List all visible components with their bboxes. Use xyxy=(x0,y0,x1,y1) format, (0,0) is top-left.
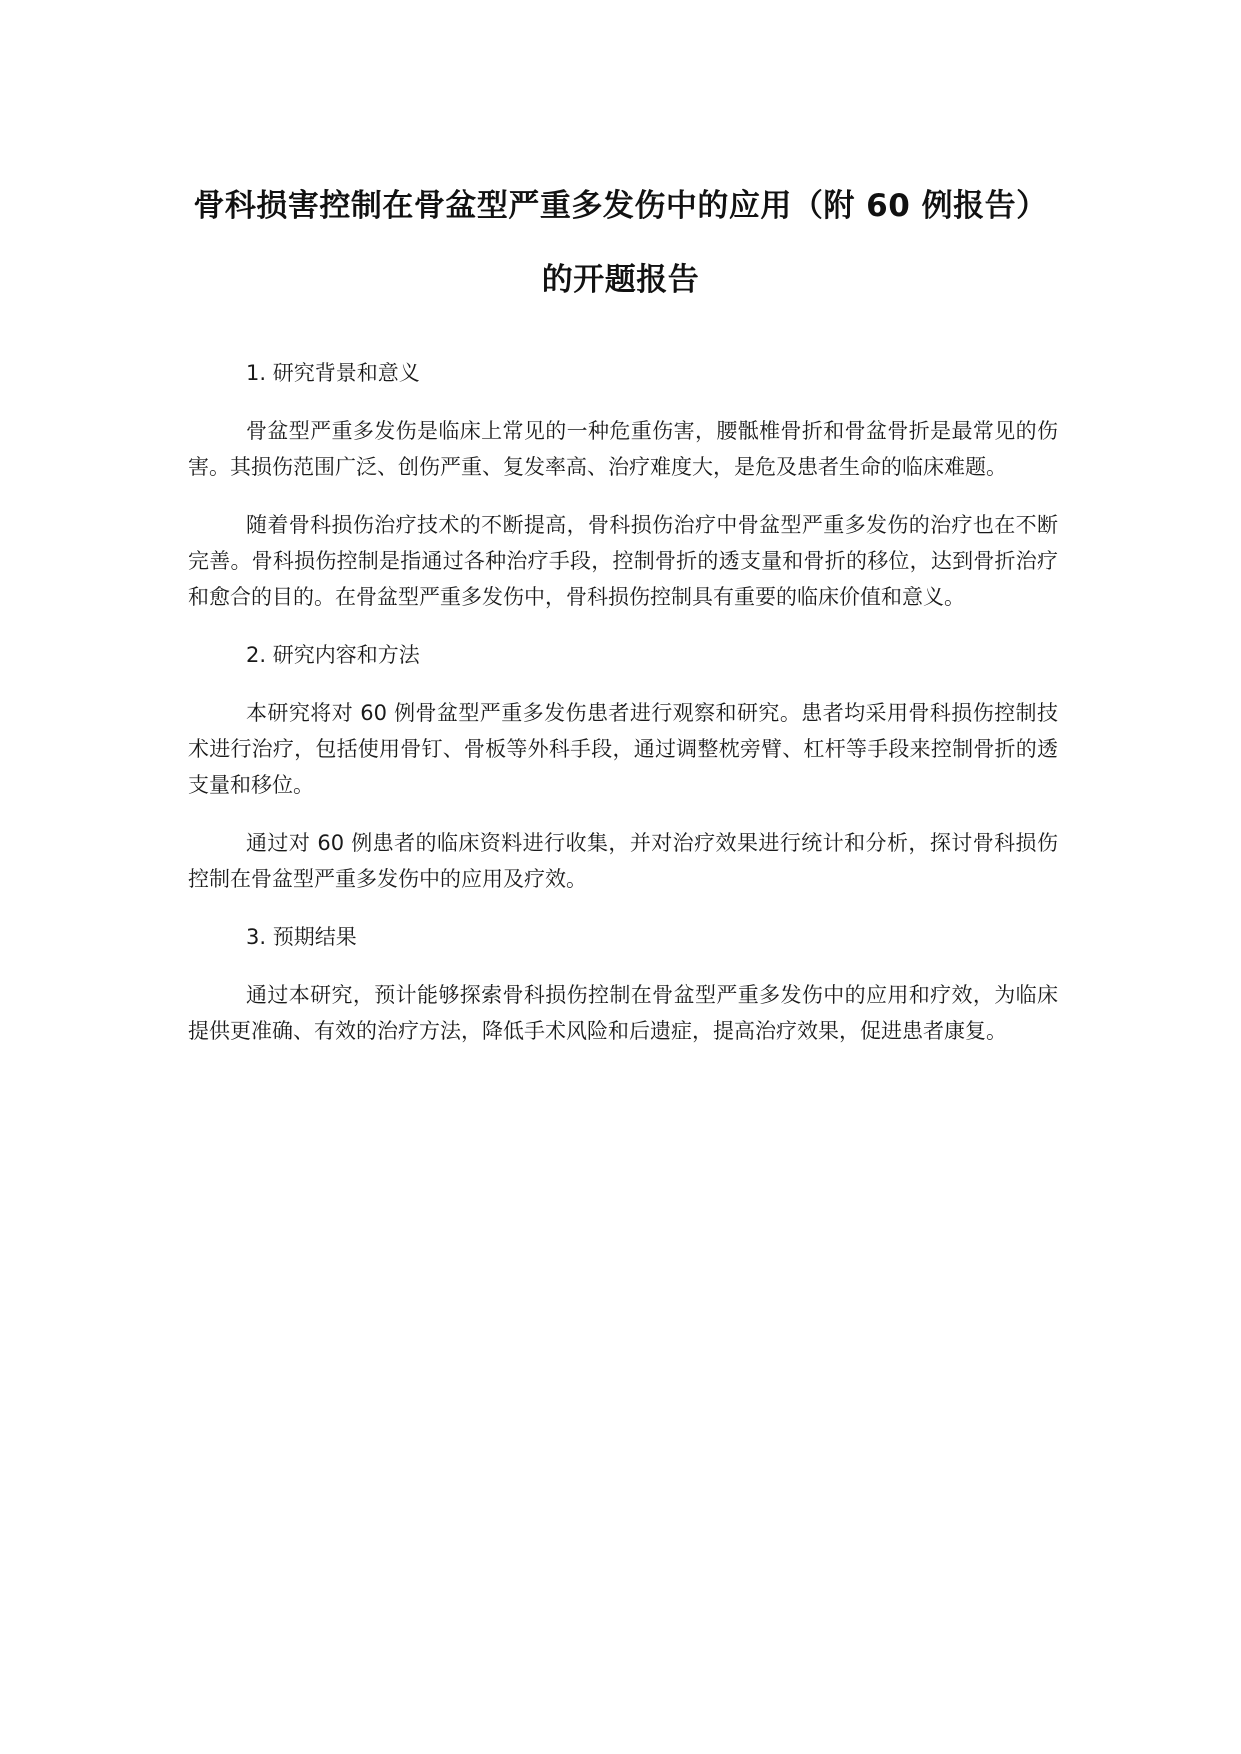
body-paragraph: 通过本研究，预计能够探索骨科损伤控制在骨盆型严重多发伤中的应用和疗效，为临床提供更准确、有效的治疗方法，降低手术风险和后遗症，提高治疗效果，促进患者康复。 xyxy=(188,983,1058,1043)
document-title-line-2: 的开题报告 xyxy=(541,262,700,298)
body-paragraph: 骨盆型严重多发伤是临床上常见的一种危重伤害，腰骶椎骨折和骨盆骨折是最常见的伤害。其损伤范围广泛、创伤严重、复发率高、治疗难度大，是危及患者生命的临床难题。 xyxy=(188,419,1058,479)
body-paragraph: 本研究将对 60 例骨盆型严重多发伤患者进行观察和研究。患者均采用骨科损伤控制技术进行治疗，包括使用骨钉、骨板等外科手段，通过调整枕旁臂、杠杆等手段来控制骨折的透支量和移位。 xyxy=(188,701,1058,797)
body-paragraph: 随着骨科损伤治疗技术的不断提高，骨科损伤治疗中骨盆型严重多发伤的治疗也在不断完善。骨科损伤控制是指通过各种治疗手段，控制骨折的透支量和骨折的移位，达到骨折治疗和愈合的目的。在骨盆型严重多发伤中，骨科损伤控制具有重要的临床价值和意义。 xyxy=(188,513,1058,609)
section-expected-results xyxy=(188,919,1058,1049)
document-body xyxy=(188,355,1058,1071)
document-title-line-1: 骨科损害控制在骨盆型严重多发伤中的应用（附 60 例报告） xyxy=(193,188,1048,224)
section-heading: 2. 研究内容和方法 xyxy=(246,643,420,667)
section-content-methods xyxy=(188,637,1058,897)
section-heading: 1. 研究背景和意义 xyxy=(246,361,420,385)
body-paragraph: 通过对 60 例患者的临床资料进行收集，并对治疗效果进行统计和分析，探讨骨科损伤控制在骨盆型严重多发伤中的应用及疗效。 xyxy=(188,831,1058,891)
section-heading: 3. 预期结果 xyxy=(246,925,357,949)
section-background xyxy=(188,355,1058,615)
